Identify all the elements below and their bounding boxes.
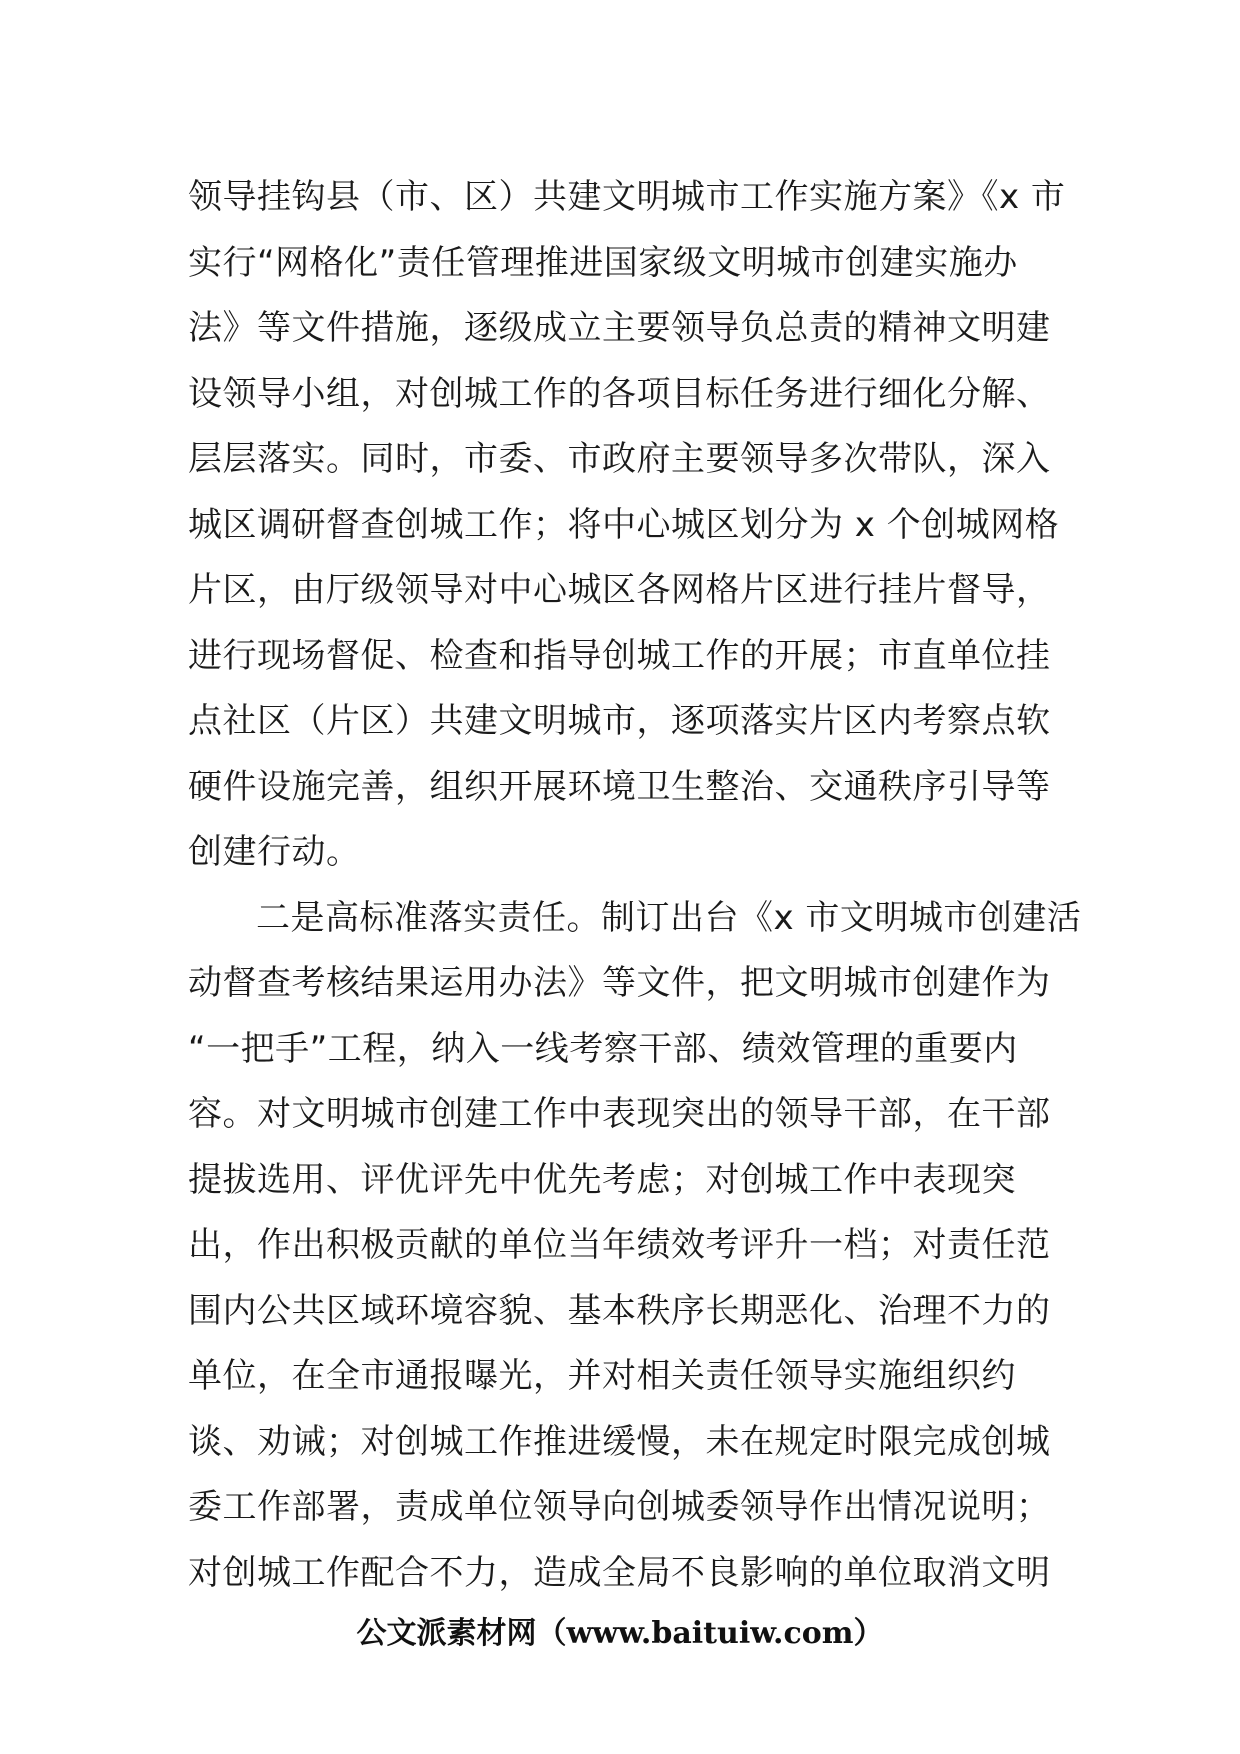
text-line: 出，作出积极贡献的单位当年绩效考评升一档；对责任范 (188, 1225, 1051, 1265)
text-line: 提拔选用、评优评先中优先考虑；对创城工作中表现突 (188, 1159, 1016, 1200)
text-line: 点社区（片区）共建文明城市，逐项落实片区内考察点软 (188, 701, 1051, 741)
text-line: 硬件设施完善，组织开展环境卫生整治、交通秩序引导等 (188, 766, 1051, 807)
text-line: 容。对文明城市创建工作中表现突出的领导干部，在干部 (188, 1094, 1051, 1134)
text-line: 单位，在全市通报曝光，并对相关责任领导实施组织约 (188, 1356, 1016, 1396)
text-line: 层层落实。同时，市委、市政府主要领导多次带队，深入 (188, 439, 1051, 479)
text-line: 创建行动。 (188, 832, 361, 872)
text-line: 设领导小组，对创城工作的各项目标任务进行细化分解、 (188, 373, 1051, 414)
text-line: 动督查考核结果运用办法》等文件，把文明城市创建作为 (188, 963, 1051, 1003)
paragraph-start-line: 二是高标准落实责任。制订出台《x 市文明城市创建活 (256, 897, 1082, 938)
footer-watermark: 公文派素材网（www.baituiw.com） (356, 1616, 884, 1651)
text-line: 实行“网格化”责任管理推进国家级文明城市创建实施办 (188, 242, 1018, 283)
text-line: 对创城工作配合不力，造成全局不良影响的单位取消文明 (188, 1552, 1051, 1593)
text-line: “一把手”工程，纳入一线考察干部、绩效管理的重要内 (188, 1028, 1018, 1069)
text-line: 领导挂钩县（市、区）共建文明城市工作实施方案》《x 市 (188, 177, 1066, 217)
text-line: 进行现场督促、检查和指导创城工作的开展；市直单位挂 (188, 635, 1051, 676)
text-line: 片区，由厅级领导对中心城区各网格片区进行挂片督导， (188, 570, 1051, 610)
text-line: 城区调研督查创城工作；将中心城区划分为 x 个创城网格 (188, 504, 1060, 545)
document-body (188, 165, 1082, 1606)
text-line: 围内公共区域环境容貌、基本秩序长期恶化、治理不力的 (188, 1290, 1051, 1331)
text-line: 委工作部署，责成单位领导向创城委领导作出情况说明； (188, 1487, 1051, 1527)
text-line: 法》等文件措施，逐级成立主要领导负总责的精神文明建 (188, 308, 1051, 348)
text-line: 谈、劝诫；对创城工作推进缓慢，未在规定时限完成创城 (188, 1421, 1051, 1462)
